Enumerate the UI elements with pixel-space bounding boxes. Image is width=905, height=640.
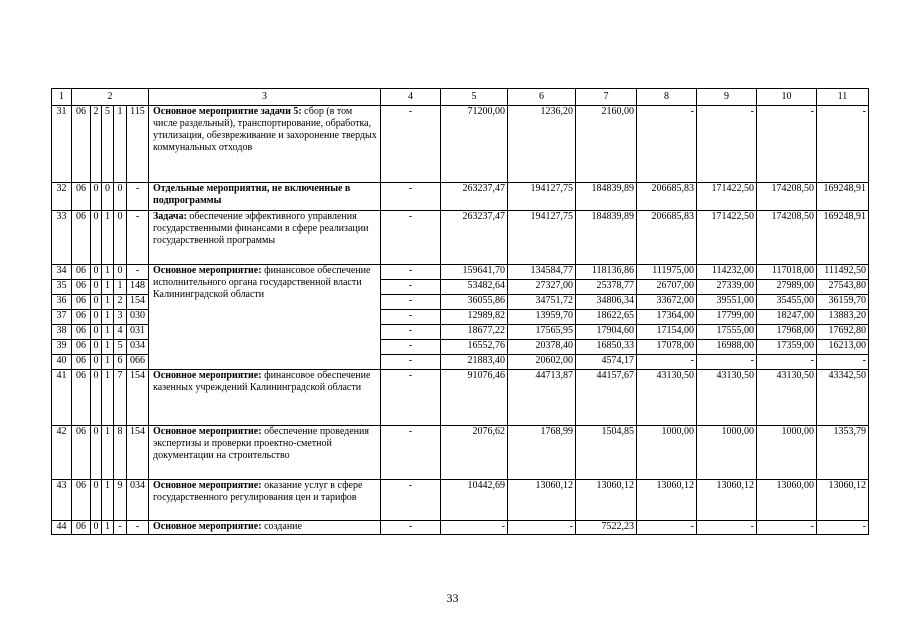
column-4-value: -: [381, 183, 441, 211]
table-row: [52, 426, 869, 480]
header-cell: 11: [817, 89, 869, 106]
table-row: [52, 480, 869, 521]
amount-cell: 117018,00: [757, 265, 817, 280]
amount-cell: 17904,60: [576, 325, 637, 340]
code-cell: 0: [91, 280, 102, 295]
code-cell: 2: [114, 295, 127, 310]
amount-cell: -: [817, 355, 869, 370]
column-4-value: -: [381, 280, 441, 295]
row-number: 37: [52, 310, 72, 325]
amount-cell: 111975,00: [637, 265, 697, 280]
table-body: [52, 89, 869, 535]
header-cell: 5: [441, 89, 508, 106]
amount-cell: 111492,50: [817, 265, 869, 280]
amount-cell: 13883,20: [817, 310, 869, 325]
amount-cell: 194127,75: [508, 183, 576, 211]
code-cell: 7: [114, 370, 127, 426]
amount-cell: 171422,50: [697, 211, 757, 265]
description-heading: Основное мероприятие:: [153, 480, 262, 491]
code-cell: 06: [72, 325, 91, 340]
amount-cell: 13060,12: [697, 480, 757, 521]
amount-cell: 27543,80: [817, 280, 869, 295]
code-cell: 034: [127, 340, 149, 355]
description-heading: Основное мероприятие:: [153, 265, 262, 276]
row-description: [149, 521, 381, 535]
code-cell: 0: [102, 183, 114, 211]
code-cell: 1: [114, 106, 127, 183]
amount-cell: 17565,95: [508, 325, 576, 340]
amount-cell: 17692,80: [817, 325, 869, 340]
description-text: финансовое обеспечение исполнительного органа государственной власти Калининградской области: [153, 265, 371, 300]
amount-cell: 43130,50: [637, 370, 697, 426]
code-cell: 1: [114, 280, 127, 295]
row-description: [149, 265, 381, 370]
table-row: [52, 183, 869, 211]
table-row: [52, 265, 869, 280]
header-cell: 2: [72, 89, 149, 106]
amount-cell: 2160,00: [576, 106, 637, 183]
row-number: 38: [52, 325, 72, 340]
amount-cell: 34751,72: [508, 295, 576, 310]
code-cell: 0: [91, 211, 102, 265]
header-cell: 7: [576, 89, 637, 106]
amount-cell: 18677,22: [441, 325, 508, 340]
amount-cell: 27989,00: [757, 280, 817, 295]
code-cell: 06: [72, 295, 91, 310]
description-text: сбор (в том числе раздельный), транспортирование, обработка, утилизация, обезвреживание и захоронение твердых коммунальных отходов: [153, 106, 377, 153]
code-cell: 1: [102, 295, 114, 310]
code-cell: 0: [91, 521, 102, 535]
amount-cell: 2076,62: [441, 426, 508, 480]
code-cell: 06: [72, 370, 91, 426]
description-text: создание: [264, 521, 302, 532]
row-number: 31: [52, 106, 72, 183]
table-row: [52, 370, 869, 426]
header-row: [52, 89, 869, 106]
amount-cell: 36159,70: [817, 295, 869, 310]
code-cell: 1: [102, 370, 114, 426]
column-4-value: -: [381, 211, 441, 265]
amount-cell: 13060,12: [508, 480, 576, 521]
amount-cell: 43130,50: [757, 370, 817, 426]
column-4-value: -: [381, 106, 441, 183]
amount-cell: 44713,87: [508, 370, 576, 426]
amount-cell: 1000,00: [637, 426, 697, 480]
amount-cell: -: [757, 106, 817, 183]
amount-cell: 263237,47: [441, 183, 508, 211]
amount-cell: 174208,50: [757, 183, 817, 211]
row-number: 39: [52, 340, 72, 355]
code-cell: 4: [114, 325, 127, 340]
code-cell: 5: [102, 106, 114, 183]
amount-cell: 1768,99: [508, 426, 576, 480]
row-description: [149, 211, 381, 265]
amount-cell: 159641,70: [441, 265, 508, 280]
amount-cell: 91076,46: [441, 370, 508, 426]
code-cell: 06: [72, 340, 91, 355]
code-cell: 06: [72, 521, 91, 535]
column-4-value: -: [381, 426, 441, 480]
code-cell: 154: [127, 370, 149, 426]
amount-cell: 4574,17: [576, 355, 637, 370]
header-cell: 1: [52, 89, 72, 106]
header-cell: 8: [637, 89, 697, 106]
amount-cell: 16988,00: [697, 340, 757, 355]
amount-cell: 1504,85: [576, 426, 637, 480]
amount-cell: -: [697, 355, 757, 370]
amount-cell: 12989,82: [441, 310, 508, 325]
row-number: 32: [52, 183, 72, 211]
code-cell: 154: [127, 295, 149, 310]
code-cell: 1: [102, 426, 114, 480]
amount-cell: 17078,00: [637, 340, 697, 355]
code-cell: -: [127, 211, 149, 265]
amount-cell: 27327,00: [508, 280, 576, 295]
code-cell: 06: [72, 280, 91, 295]
amount-cell: 194127,75: [508, 211, 576, 265]
amount-cell: 43130,50: [697, 370, 757, 426]
amount-cell: 10442,69: [441, 480, 508, 521]
amount-cell: -: [637, 106, 697, 183]
amount-cell: 171422,50: [697, 183, 757, 211]
amount-cell: 16850,33: [576, 340, 637, 355]
row-number: 33: [52, 211, 72, 265]
amount-cell: 27339,00: [697, 280, 757, 295]
header-cell: 3: [149, 89, 381, 106]
amount-cell: 206685,83: [637, 183, 697, 211]
amount-cell: 25378,77: [576, 280, 637, 295]
row-number: 44: [52, 521, 72, 535]
budget-table: [51, 88, 869, 535]
code-cell: 06: [72, 106, 91, 183]
code-cell: 6: [114, 355, 127, 370]
column-4-value: -: [381, 265, 441, 280]
amount-cell: 18247,00: [757, 310, 817, 325]
code-cell: 06: [72, 355, 91, 370]
code-cell: 06: [72, 310, 91, 325]
code-cell: 5: [114, 340, 127, 355]
code-cell: 1: [102, 325, 114, 340]
amount-cell: 17555,00: [697, 325, 757, 340]
code-cell: 0: [91, 370, 102, 426]
amount-cell: 17968,00: [757, 325, 817, 340]
row-number: 36: [52, 295, 72, 310]
code-cell: 3: [114, 310, 127, 325]
description-text: обеспечение проведения экспертизы и проверки проектно-сметной документации на строительство: [153, 426, 369, 461]
code-cell: 0: [91, 480, 102, 521]
code-cell: 154: [127, 426, 149, 480]
code-cell: -: [114, 521, 127, 535]
amount-cell: 16552,76: [441, 340, 508, 355]
column-4-value: -: [381, 480, 441, 521]
description-heading: Задача:: [153, 211, 187, 222]
code-cell: 1: [102, 280, 114, 295]
code-cell: 9: [114, 480, 127, 521]
amount-cell: 53482,64: [441, 280, 508, 295]
code-cell: 1: [102, 340, 114, 355]
code-cell: 1: [102, 211, 114, 265]
row-description: [149, 183, 381, 211]
row-number: 43: [52, 480, 72, 521]
code-cell: 034: [127, 480, 149, 521]
amount-cell: -: [697, 106, 757, 183]
amount-cell: 134584,77: [508, 265, 576, 280]
amount-cell: 43342,50: [817, 370, 869, 426]
amount-cell: 13959,70: [508, 310, 576, 325]
row-description: [149, 480, 381, 521]
code-cell: -: [127, 183, 149, 211]
amount-cell: -: [637, 355, 697, 370]
row-description: [149, 426, 381, 480]
description-heading: Основное мероприятие:: [153, 426, 262, 437]
amount-cell: -: [697, 521, 757, 535]
description-heading: Отдельные мероприятия, не включенные в подпрограммы: [153, 183, 351, 206]
header-cell: 9: [697, 89, 757, 106]
amount-cell: 1236,20: [508, 106, 576, 183]
code-cell: 1: [102, 310, 114, 325]
amount-cell: 184839,89: [576, 211, 637, 265]
description-heading: Основное мероприятие:: [153, 370, 262, 381]
column-4-value: -: [381, 310, 441, 325]
amount-cell: -: [757, 355, 817, 370]
header-cell: 4: [381, 89, 441, 106]
amount-cell: 1000,00: [697, 426, 757, 480]
table-row: [52, 106, 869, 183]
page-number: 33: [446, 591, 459, 605]
amount-cell: 71200,00: [441, 106, 508, 183]
code-cell: 066: [127, 355, 149, 370]
amount-cell: 36055,86: [441, 295, 508, 310]
code-cell: 0: [91, 310, 102, 325]
row-number: 35: [52, 280, 72, 295]
code-cell: 1: [102, 521, 114, 535]
amount-cell: 35455,00: [757, 295, 817, 310]
code-cell: 06: [72, 211, 91, 265]
description-text: оказание услуг в сфере государственного регулирования цен и тарифов: [153, 480, 363, 503]
amount-cell: 17154,00: [637, 325, 697, 340]
code-cell: 1: [102, 265, 114, 280]
code-cell: -: [127, 521, 149, 535]
column-4-value: -: [381, 370, 441, 426]
code-cell: 0: [91, 340, 102, 355]
code-cell: 06: [72, 265, 91, 280]
amount-cell: -: [508, 521, 576, 535]
amount-cell: 18622,65: [576, 310, 637, 325]
amount-cell: 118136,86: [576, 265, 637, 280]
amount-cell: 26707,00: [637, 280, 697, 295]
row-number: 42: [52, 426, 72, 480]
header-cell: 6: [508, 89, 576, 106]
row-number: 34: [52, 265, 72, 280]
code-cell: 030: [127, 310, 149, 325]
amount-cell: 13060,12: [817, 480, 869, 521]
header-cell: 10: [757, 89, 817, 106]
code-cell: 0: [91, 355, 102, 370]
code-cell: 0: [114, 183, 127, 211]
code-cell: 0: [91, 426, 102, 480]
amount-cell: 20378,40: [508, 340, 576, 355]
amount-cell: 13060,12: [637, 480, 697, 521]
amount-cell: 7522,23: [576, 521, 637, 535]
amount-cell: 17799,00: [697, 310, 757, 325]
amount-cell: -: [817, 521, 869, 535]
column-4-value: -: [381, 295, 441, 310]
amount-cell: 21883,40: [441, 355, 508, 370]
column-4-value: -: [381, 355, 441, 370]
amount-cell: 17364,00: [637, 310, 697, 325]
amount-cell: 16213,00: [817, 340, 869, 355]
row-description: [149, 106, 381, 183]
row-description: [149, 370, 381, 426]
code-cell: 115: [127, 106, 149, 183]
table-row: [52, 521, 869, 535]
amount-cell: 263237,47: [441, 211, 508, 265]
amount-cell: 17359,00: [757, 340, 817, 355]
description-heading: Основное мероприятие:: [153, 521, 262, 532]
code-cell: 0: [91, 295, 102, 310]
code-cell: 0: [114, 211, 127, 265]
row-number: 41: [52, 370, 72, 426]
column-4-value: -: [381, 325, 441, 340]
code-cell: 2: [91, 106, 102, 183]
amount-cell: 13060,12: [576, 480, 637, 521]
code-cell: 0: [91, 325, 102, 340]
code-cell: 148: [127, 280, 149, 295]
amount-cell: 1353,79: [817, 426, 869, 480]
amount-cell: 184839,89: [576, 183, 637, 211]
code-cell: 1: [102, 480, 114, 521]
code-cell: -: [127, 265, 149, 280]
column-4-value: -: [381, 340, 441, 355]
amount-cell: -: [757, 521, 817, 535]
amount-cell: 44157,67: [576, 370, 637, 426]
amount-cell: 39551,00: [697, 295, 757, 310]
description-heading: Основное мероприятие задачи 5:: [153, 106, 302, 117]
code-cell: 06: [72, 426, 91, 480]
amount-cell: 33672,00: [637, 295, 697, 310]
amount-cell: 34806,34: [576, 295, 637, 310]
table-row: [52, 211, 869, 265]
row-number: 40: [52, 355, 72, 370]
code-cell: 031: [127, 325, 149, 340]
amount-cell: 13060,00: [757, 480, 817, 521]
description-text: обеспечение эффективного управления государственными финансами в сфере реализации государственной программы: [153, 211, 369, 246]
column-4-value: -: [381, 521, 441, 535]
code-cell: 8: [114, 426, 127, 480]
amount-cell: 206685,83: [637, 211, 697, 265]
amount-cell: 20602,00: [508, 355, 576, 370]
description-text: финансовое обеспечение казенных учреждений Калининградской области: [153, 370, 371, 393]
code-cell: 06: [72, 183, 91, 211]
code-cell: 0: [91, 183, 102, 211]
code-cell: 0: [91, 265, 102, 280]
amount-cell: -: [817, 106, 869, 183]
amount-cell: 169248,91: [817, 211, 869, 265]
amount-cell: 1000,00: [757, 426, 817, 480]
amount-cell: 114232,00: [697, 265, 757, 280]
code-cell: 0: [114, 265, 127, 280]
amount-cell: -: [637, 521, 697, 535]
amount-cell: 169248,91: [817, 183, 869, 211]
amount-cell: -: [441, 521, 508, 535]
code-cell: 1: [102, 355, 114, 370]
code-cell: 06: [72, 480, 91, 521]
amount-cell: 174208,50: [757, 211, 817, 265]
